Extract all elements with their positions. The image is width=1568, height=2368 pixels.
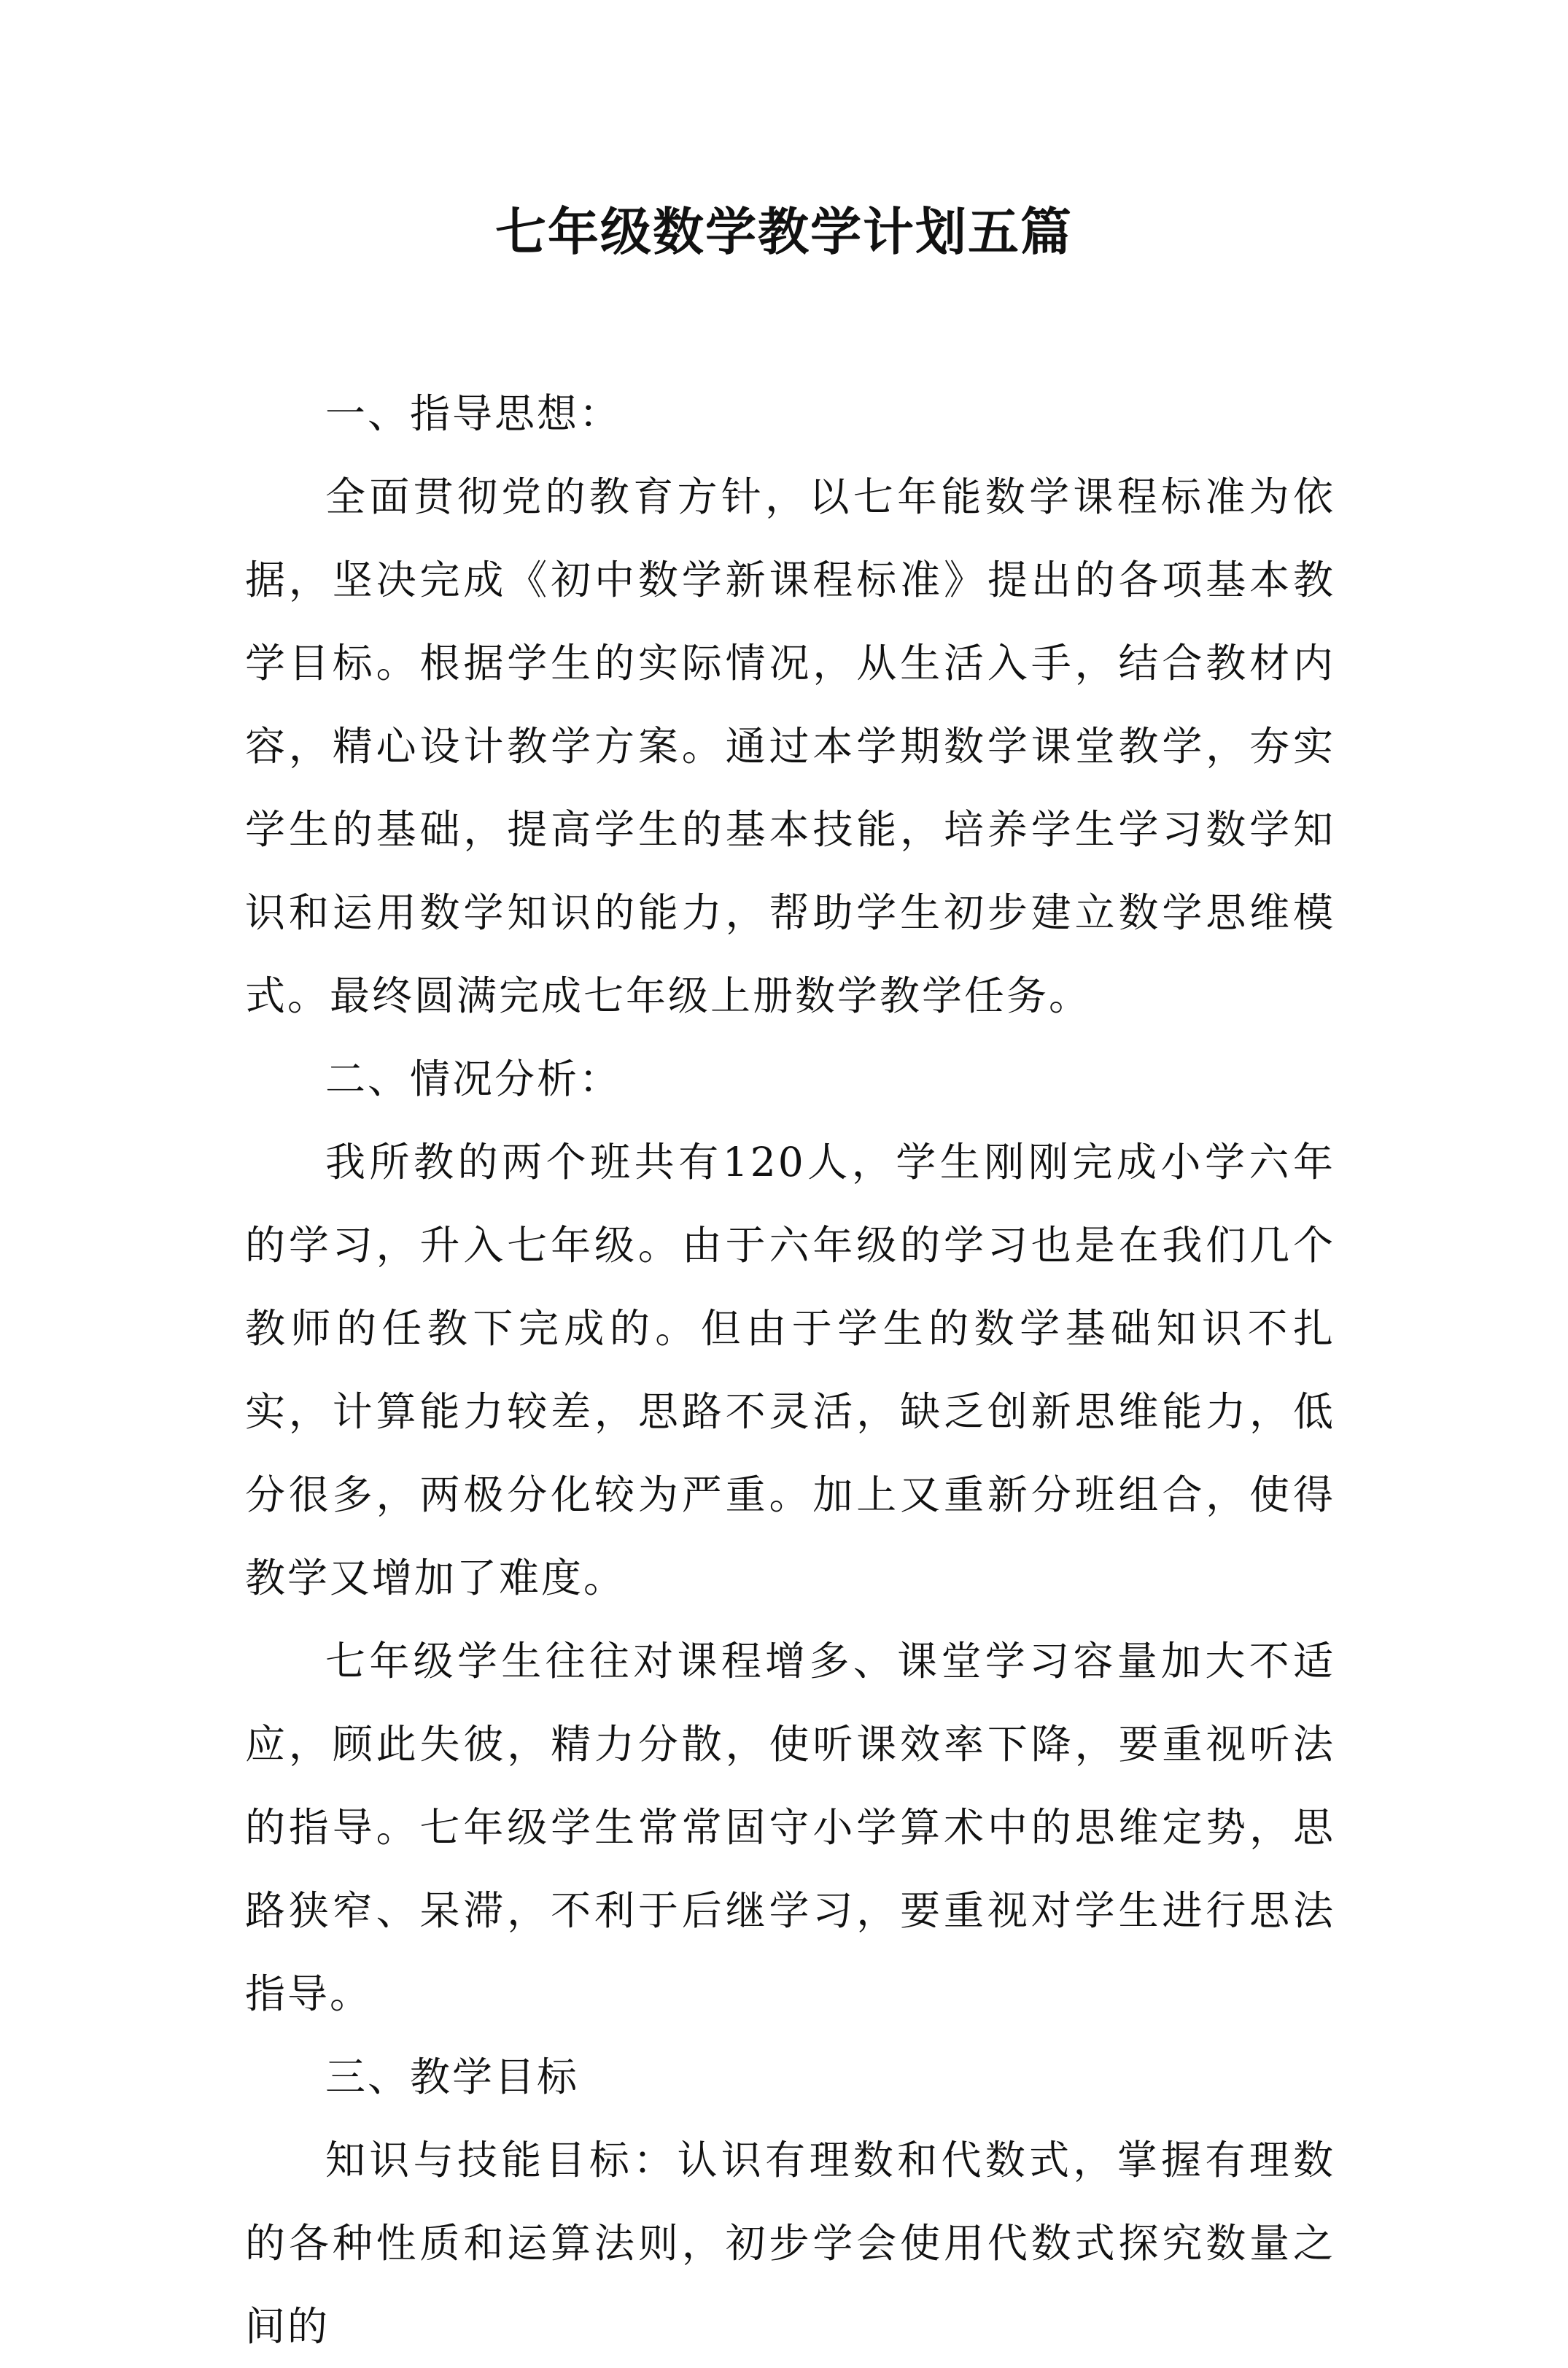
paragraph-teaching-goals: 知识与技能目标：认识有理数和代数式，掌握有理数的各种性质和运算法则，初步学会使用代数式探究数量之间的 bbox=[245, 2137, 1335, 2350]
section-heading-teaching-goals: 三、教学目标 bbox=[325, 2054, 580, 2100]
paragraph-guiding-ideology: 全面贯彻党的教育方针，以七年能数学课程标准为依据，坚决完成《初中数学新课程标准》提出的各项基本教学目标。根据学生的实际情况，从生活入手，结合教材内容，精心设计教学方案。通过本学期数学课堂教学，夯实学生的基础，提高学生的基本技能，培养学生学习数学知识和运用数学知识的能力，帮助学生初步建立数学思维模式。最终圆满完成七年级上册数学教学任务。 bbox=[245, 473, 1335, 1019]
section-heading-situation-analysis: 二、情况分析： bbox=[325, 1056, 622, 1102]
document-body bbox=[245, 372, 1335, 2368]
section-heading-guiding-ideology: 一、指导思想： bbox=[325, 390, 622, 437]
paragraph-situation-analysis-1: 我所教的两个班共有120人，学生刚刚完成小学六年的学习，升入七年级。由于六年级的学习也是在我们几个教师的任教下完成的。但由于学生的数学基础知识不扎实，计算能力较差，思路不灵活，缺乏创新思维能力，低分很多，两极分化较为严重。加上又重新分班组合，使得教学又增加了难度。 bbox=[245, 1139, 1335, 1601]
document-title: 七年级数学教学计划五篇 bbox=[495, 201, 1073, 262]
paragraph-situation-analysis-2: 七年级学生往往对课程增多、课堂学习容量加大不适应，顾此失彼，精力分散，使听课效率下降，要重视听法的指导。七年级学生常常固守小学算术中的思维定势，思路狭窄、呆滞，不利于后继学习，要重视对学生进行思法指导。 bbox=[245, 1638, 1335, 2017]
